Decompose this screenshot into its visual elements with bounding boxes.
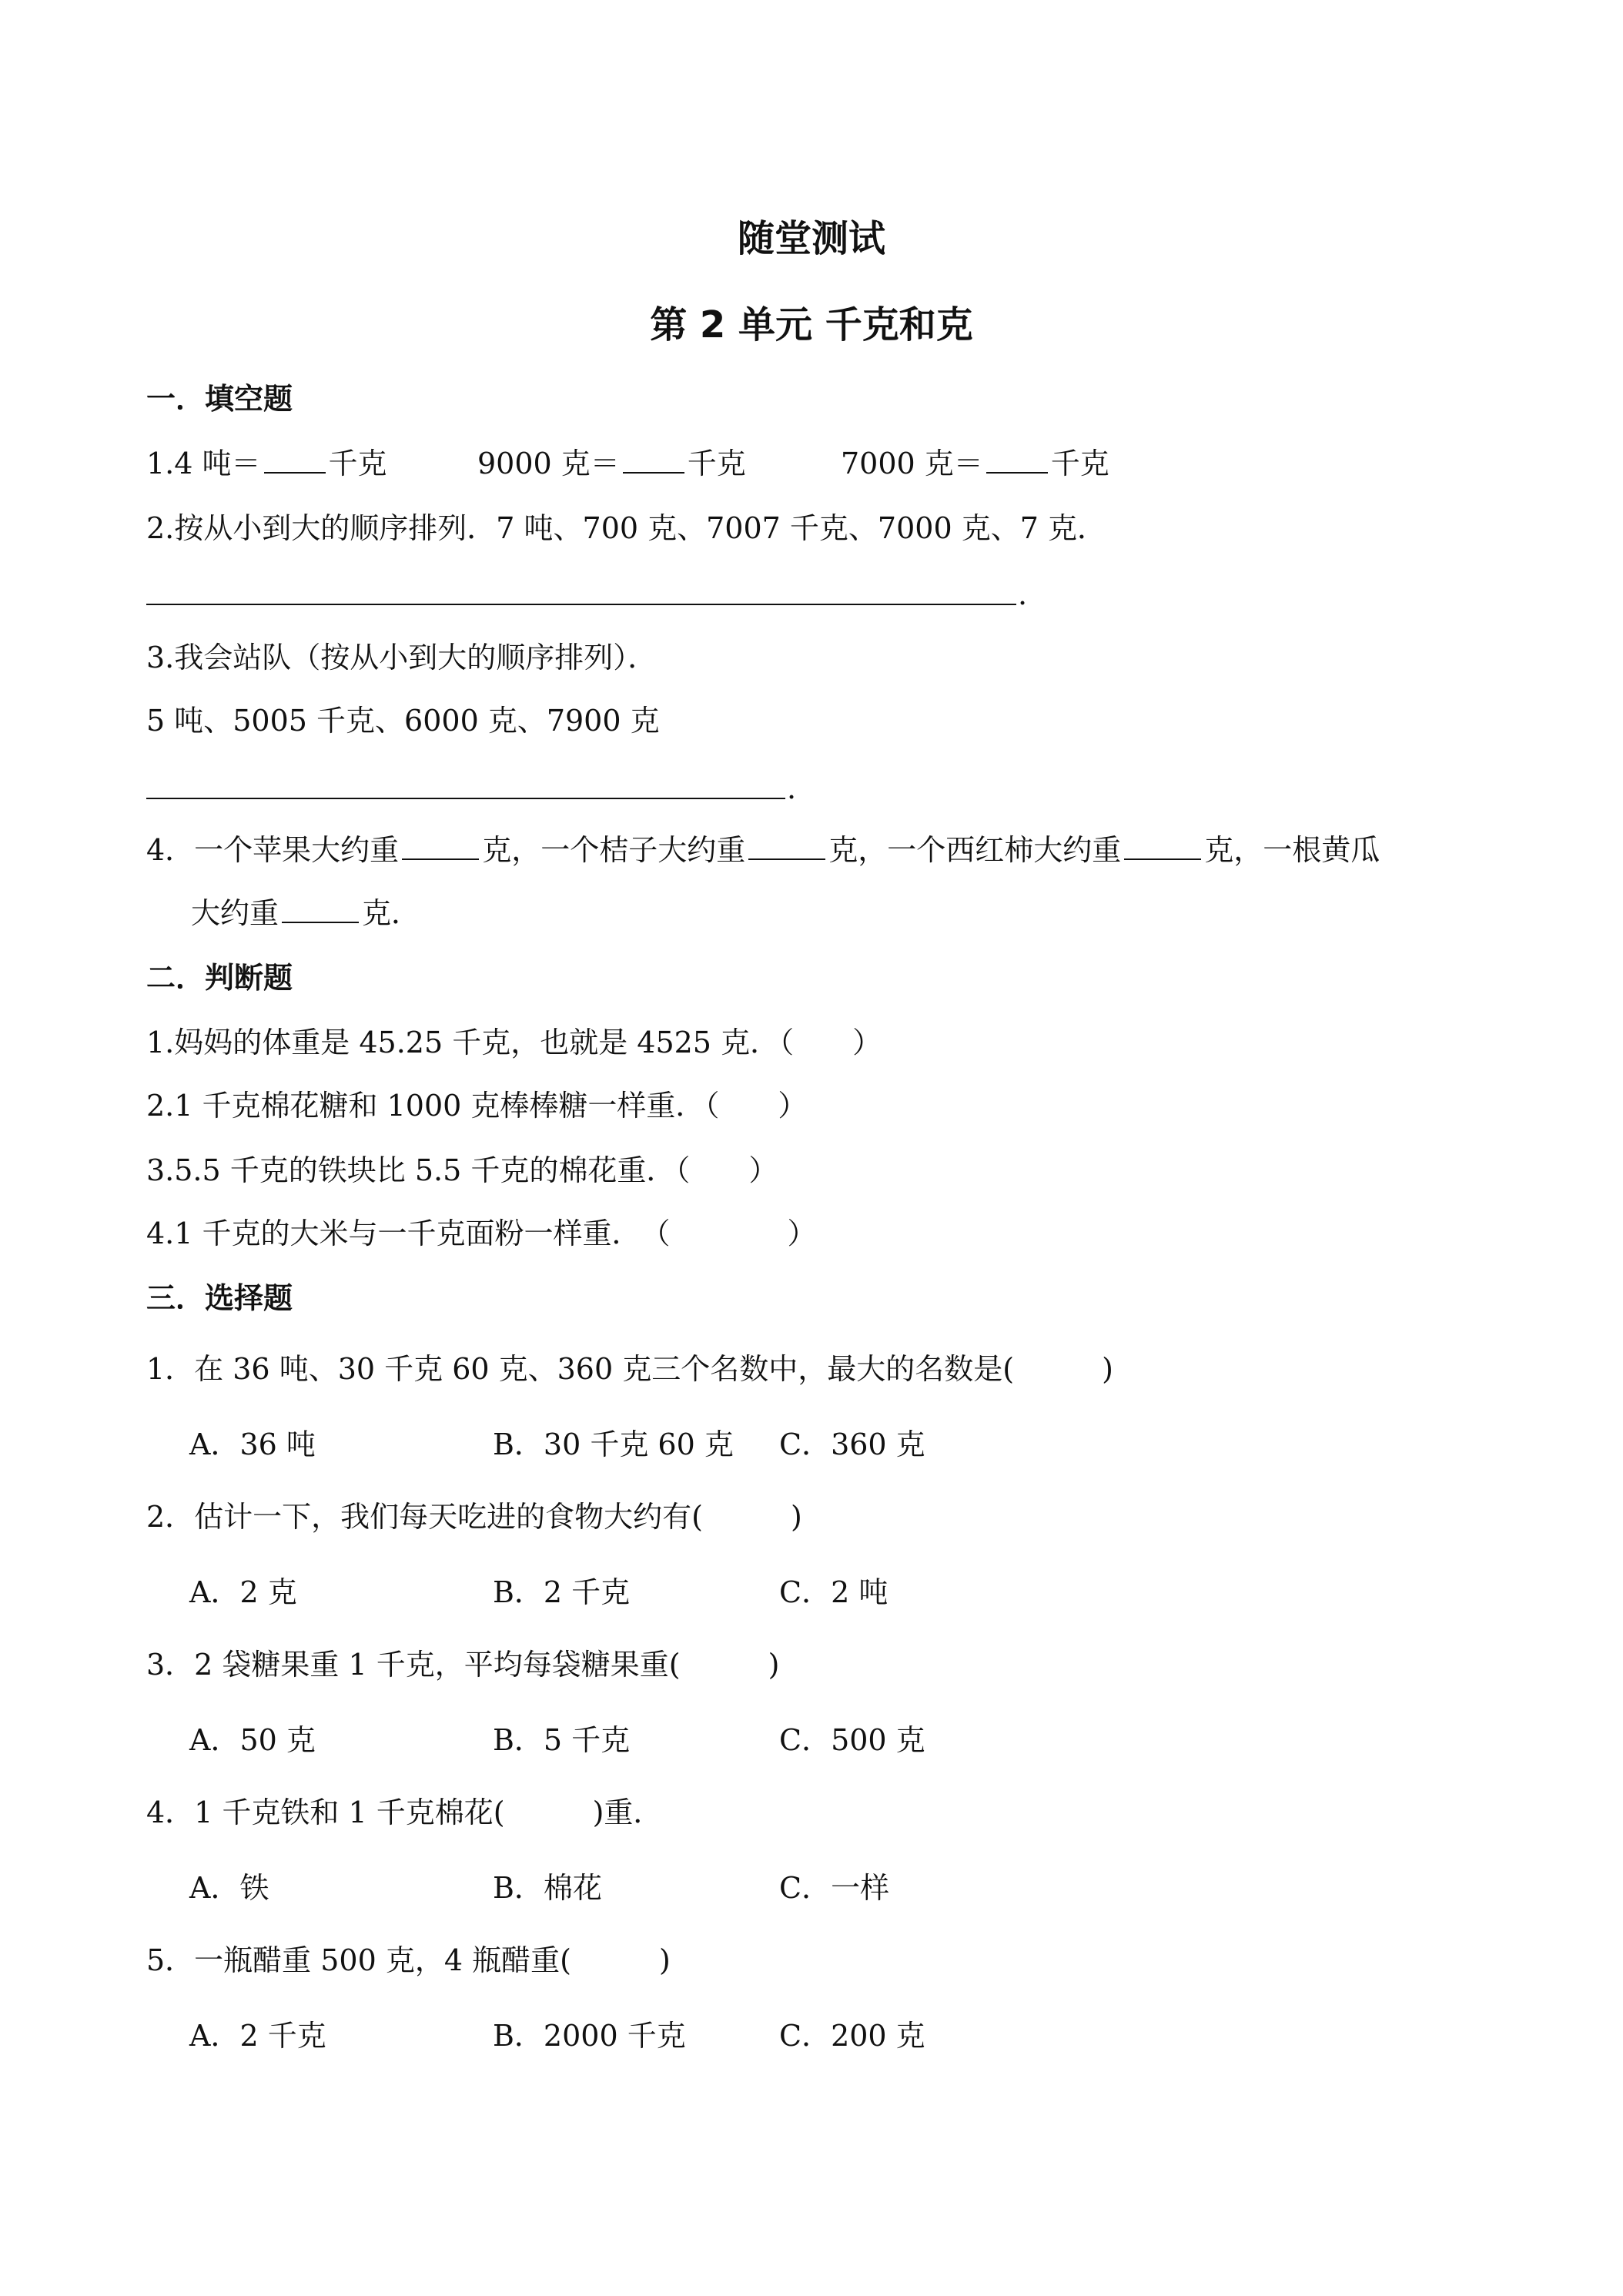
choice-option-a[interactable]: A．36 吨 bbox=[189, 1427, 316, 1461]
fill-question-1b: 9000 克＝ 千克 bbox=[477, 447, 746, 480]
fill-question-4-cont: 大约重 克． bbox=[191, 896, 421, 930]
choice-question: 3．2 袋糖果重 1 千克，平均每袋糖果重( ) bbox=[146, 1648, 780, 1682]
answer-line-period: . bbox=[1018, 577, 1028, 611]
answer-blank[interactable] bbox=[986, 446, 1048, 474]
answer-blank[interactable] bbox=[748, 832, 825, 860]
choice-option-a[interactable]: A．2 千克 bbox=[189, 2019, 326, 2053]
answer-blank[interactable] bbox=[1124, 832, 1201, 860]
page-title: 随堂测试 bbox=[737, 217, 885, 260]
section-heading-judge: 二．判断题 bbox=[146, 961, 293, 995]
judge-question-1: 1.妈妈的体重是 45.25 千克，也就是 4525 克．（ ） bbox=[146, 1026, 882, 1059]
choice-option-b[interactable]: B．棉花 bbox=[493, 1871, 602, 1905]
fill-question-2: 2.按从小到大的顺序排列．7 吨、700 克、7007 千克、7000 克、7 克． bbox=[146, 511, 1106, 545]
choice-option-a[interactable]: A．铁 bbox=[189, 1871, 269, 1905]
section-heading-choice: 三．选择题 bbox=[146, 1281, 293, 1315]
choice-option-c[interactable]: C．200 克 bbox=[779, 2019, 925, 2053]
answer-blank[interactable] bbox=[264, 446, 326, 474]
choice-option-c[interactable]: C．一样 bbox=[779, 1871, 890, 1905]
judge-question-3: 3.5.5 千克的铁块比 5.5 千克的棉花重．（ ） bbox=[146, 1153, 778, 1187]
answer-line[interactable] bbox=[146, 798, 785, 799]
choice-option-a[interactable]: A．50 克 bbox=[189, 1723, 316, 1757]
judge-question-4: 4.1 千克的大米与一千克面粉一样重． （ ） bbox=[146, 1217, 817, 1250]
answer-blank[interactable] bbox=[623, 446, 684, 474]
choice-option-b[interactable]: B．30 千克 60 克 bbox=[493, 1427, 734, 1461]
page-subtitle: 第 2 单元 千克和克 bbox=[650, 303, 973, 346]
fill-question-3-items: 5 吨、5005 千克、6000 克、7900 克 bbox=[146, 704, 660, 738]
choice-option-b[interactable]: B．2000 千克 bbox=[493, 2019, 686, 2053]
answer-line[interactable] bbox=[146, 604, 1016, 605]
choice-question: 2．估计一下，我们每天吃进的食物大约有( ) bbox=[146, 1500, 802, 1534]
fill-question-3: 3.我会站队（按从小到大的顺序排列）． bbox=[146, 641, 658, 674]
choice-option-c[interactable]: C．360 克 bbox=[779, 1427, 925, 1461]
judge-question-2: 2.1 千克棉花糖和 1000 克棒棒糖一样重．（ ） bbox=[146, 1089, 808, 1123]
choice-option-c[interactable]: C．2 吨 bbox=[779, 1575, 888, 1609]
choice-question: 5．一瓶醋重 500 克，4 瓶醋重( ) bbox=[146, 1943, 671, 1977]
answer-blank[interactable] bbox=[282, 895, 359, 923]
answer-blank[interactable] bbox=[402, 832, 479, 860]
choice-option-b[interactable]: B．5 千克 bbox=[493, 1723, 631, 1757]
fill-question-4: 4．一个苹果大约重 克，一个桔子大约重 克，一个西红柿大约重 克，一根黄瓜 bbox=[146, 833, 1380, 867]
fill-question-1: 1.4 吨＝ 千克 bbox=[146, 447, 387, 480]
choice-option-c[interactable]: C．500 克 bbox=[779, 1723, 925, 1757]
choice-option-b[interactable]: B．2 千克 bbox=[493, 1575, 631, 1609]
choice-question: 4．1 千克铁和 1 千克棉花( )重． bbox=[146, 1796, 663, 1829]
answer-line-period: . bbox=[787, 771, 797, 805]
section-heading-fill: 一．填空题 bbox=[146, 382, 293, 416]
choice-option-a[interactable]: A．2 克 bbox=[189, 1575, 297, 1609]
choice-question: 1．在 36 吨、30 千克 60 克、360 克三个名数中，最大的名数是( ) bbox=[146, 1352, 1113, 1386]
fill-question-1c: 7000 克＝ 千克 bbox=[841, 447, 1109, 480]
